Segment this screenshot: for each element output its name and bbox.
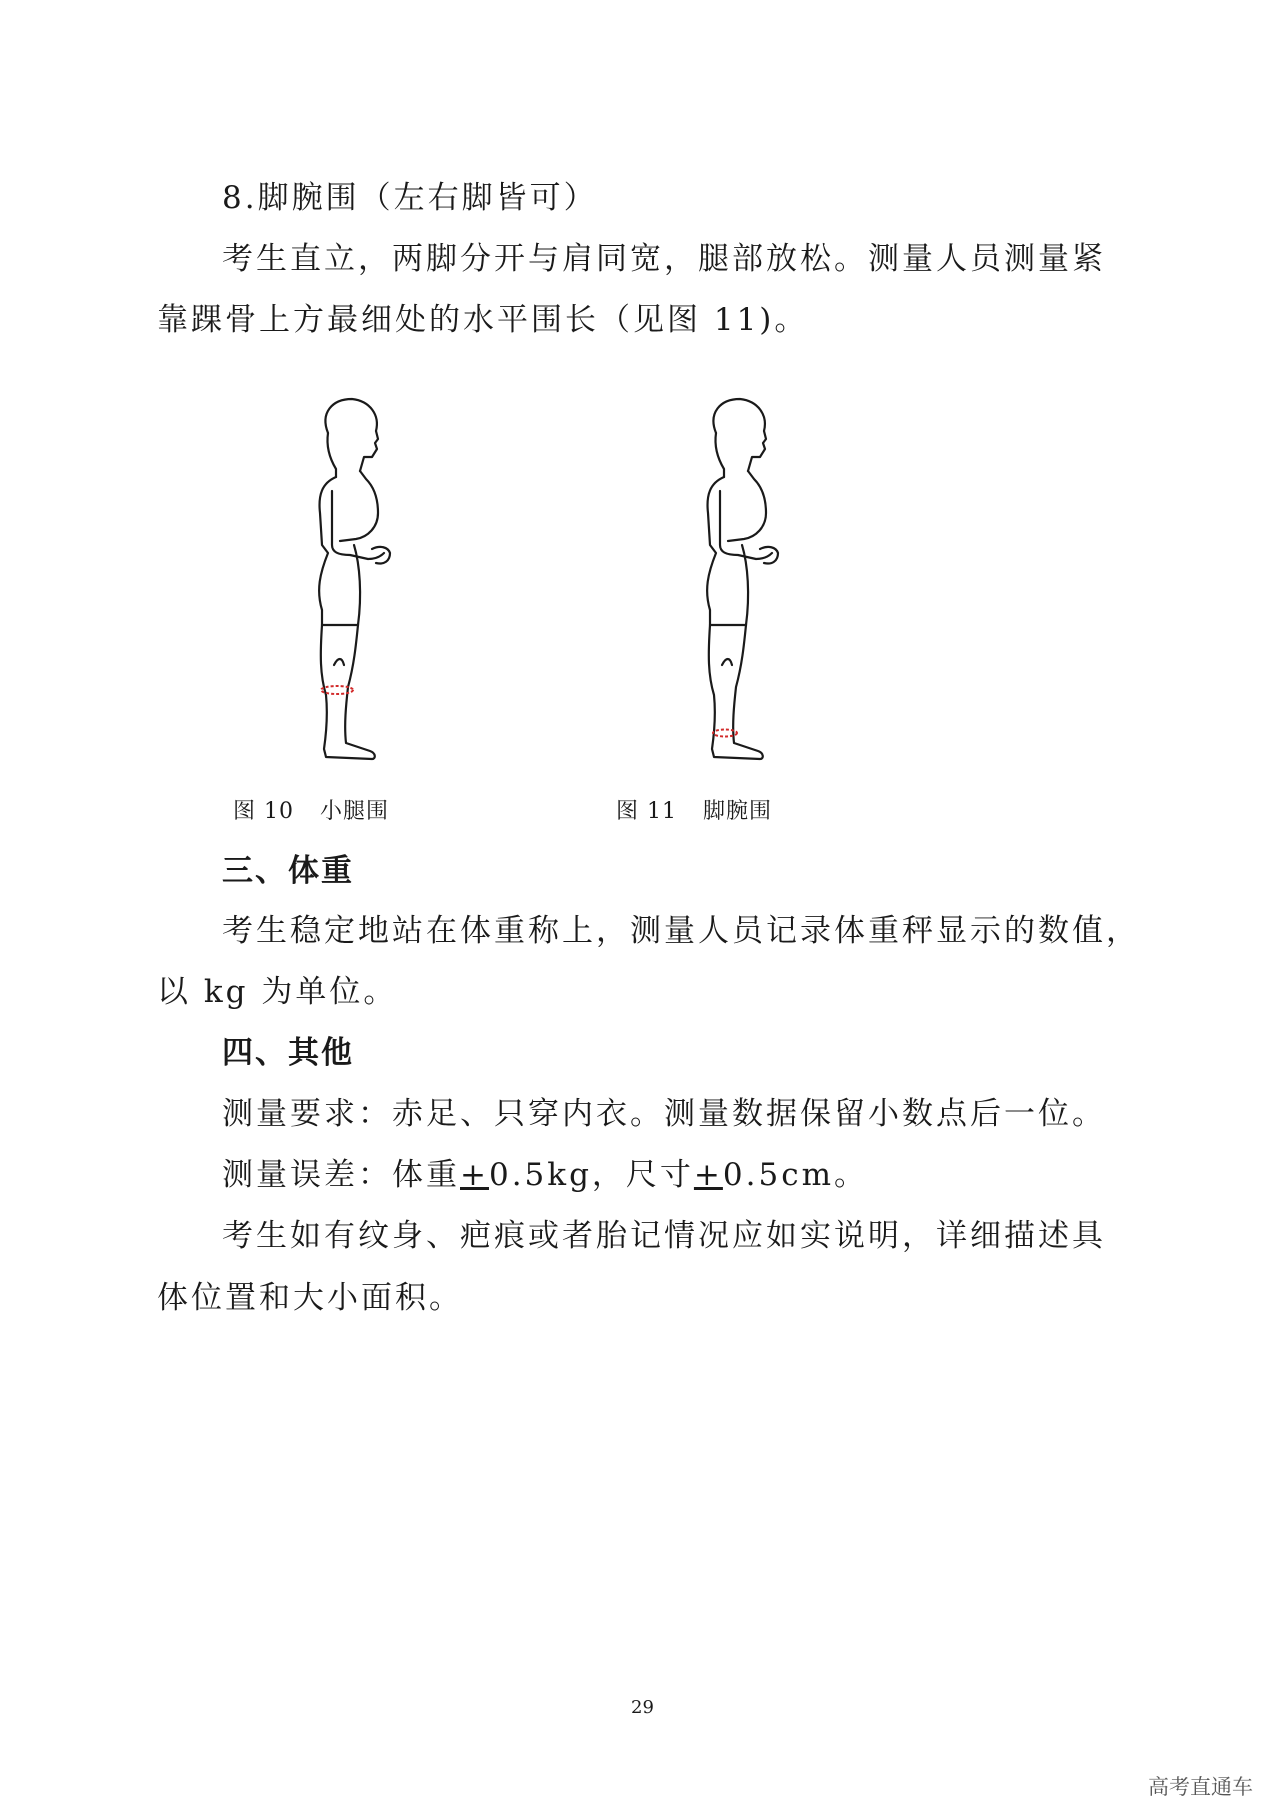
- paragraph-line: 以 kg 为单位。: [157, 974, 398, 1010]
- section-heading-weight: 三、体重: [222, 853, 354, 889]
- paragraph-line: 靠踝骨上方最细处的水平围长（见图 11)。: [157, 302, 809, 338]
- error-line: 测量误差：体重+0.5kg，尺寸+0.5cm。: [222, 1157, 868, 1193]
- figure-10-caption: [233, 794, 389, 825]
- plus-minus-symbol: +: [693, 1157, 723, 1193]
- figure-label: 脚腕围: [703, 799, 773, 824]
- plus-minus-symbol: +: [460, 1157, 489, 1193]
- figure-number: 图 11: [616, 799, 677, 824]
- page-number: 29: [631, 1697, 654, 1718]
- figure-10-illustration: [280, 395, 440, 765]
- figure-label: 小腿围: [320, 799, 390, 824]
- paragraph-line: 体位置和大小面积。: [157, 1280, 463, 1316]
- watermark: 高考直通车: [1148, 1775, 1253, 1799]
- figure-11-illustration: [668, 395, 828, 765]
- figure-11-caption: [616, 794, 772, 825]
- section-heading-other: 四、其他: [222, 1035, 354, 1071]
- paragraph-line: 考生如有纹身、疤痕或者胎记情况应如实说明，详细描述具: [222, 1218, 1106, 1254]
- figure-number: 图 10: [233, 799, 294, 824]
- paragraph-line: 考生直立，两脚分开与肩同宽，腿部放松。测量人员测量紧: [222, 241, 1106, 277]
- paragraph-line: 考生稳定地站在体重称上，测量人员记录体重秤显示的数值，: [222, 913, 1140, 949]
- section-title: 8.脚腕围（左右脚皆可）: [222, 180, 598, 216]
- requirement-line: 测量要求：赤足、只穿内衣。测量数据保留小数点后一位。: [222, 1096, 1106, 1132]
